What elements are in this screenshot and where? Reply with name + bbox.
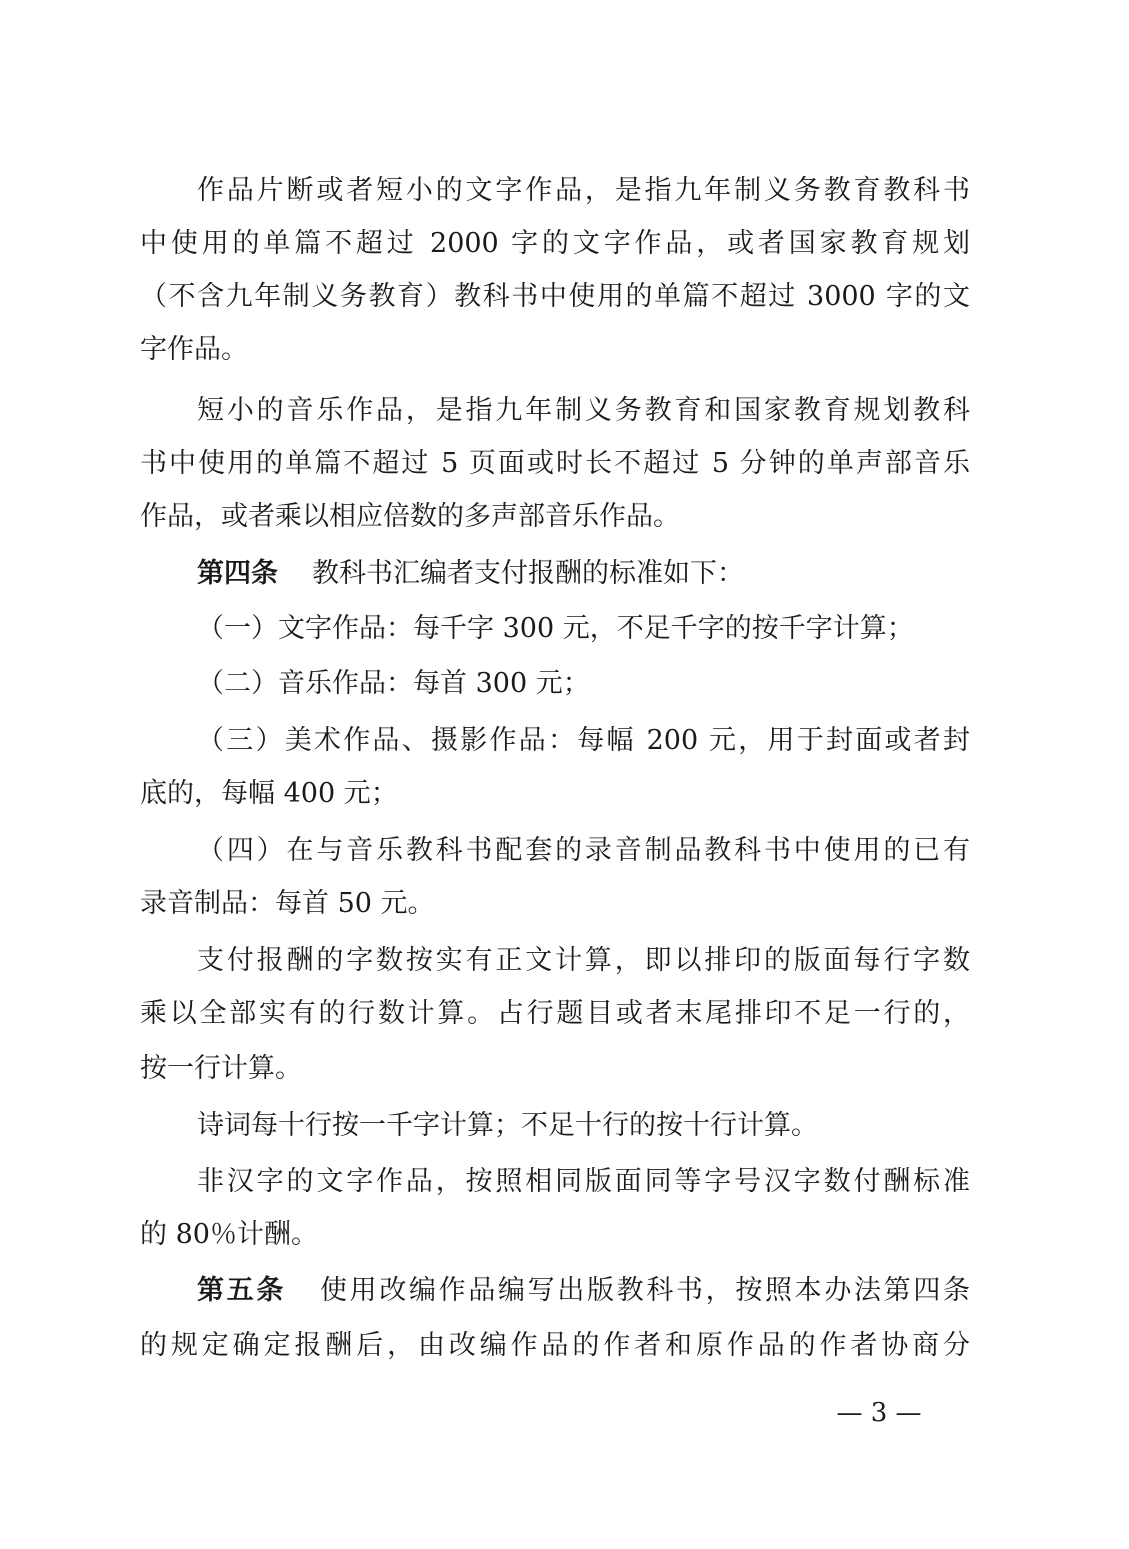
text-line-4: 字作品。 [140,334,248,365]
text-line-2: 中使用的单篇不超过 2000 字的文字作品，或者国家教育规划 [140,228,970,259]
article-4-label: 第四条 [197,558,278,589]
text-line-17: 按一行计算。 [140,1053,302,1084]
text-line-7: 作品，或者乘以相应倍数的多声部音乐作品。 [140,501,680,532]
text-line-13: （四）在与音乐教科书配套的录音制品教科书中使用的已有 [197,835,970,866]
text-line-11: （三）美术作品、摄影作品：每幅 200 元，用于封面或者封 [197,725,970,756]
text-line-18: 诗词每十行按一千字计算；不足十行的按十行计算。 [197,1110,818,1141]
text-line-6: 书中使用的单篇不超过 5 页面或时长不超过 5 分钟的单声部音乐 [140,448,970,479]
text-line-20: 的 80％计酬。 [140,1219,318,1250]
article-5-label: 第五条 [197,1275,286,1306]
article-5-line [197,1266,970,1316]
text-line-15: 支付报酬的字数按实有正文计算，即以排印的版面每行字数 [197,945,970,976]
page-number: — 3 — [836,1398,922,1428]
article-5-text: 使用改编作品编写出版教科书，按照本办法第四条 [320,1275,970,1306]
text-line-1: 作品片断或者短小的文字作品，是指九年制义务教育教科书 [197,175,970,206]
text-line-14: 录音制品：每首 50 元。 [140,888,435,919]
text-line-19: 非汉字的文字作品，按照相同版面同等字号汉字数付酬标准 [197,1166,970,1197]
text-line-12: 底的，每幅 400 元； [140,778,398,809]
text-line-3: （不含九年制义务教育）教科书中使用的单篇不超过 3000 字的文 [140,281,970,312]
text-line-9: （一）文字作品：每千字 300 元，不足千字的按千字计算； [197,613,914,644]
text-line-5: 短小的音乐作品，是指九年制义务教育和国家教育规划教科 [197,395,970,426]
article-4-line [197,549,970,599]
text-line-16: 乘以全部实有的行数计算。占行题目或者末尾排印不足一行的， [140,998,970,1029]
text-line-10: （二）音乐作品：每首 300 元； [197,668,590,699]
article-4-text: 教科书汇编者支付报酬的标准如下： [312,558,744,589]
text-line-22: 的规定确定报酬后，由改编作品的作者和原作品的作者协商分 [140,1330,970,1361]
